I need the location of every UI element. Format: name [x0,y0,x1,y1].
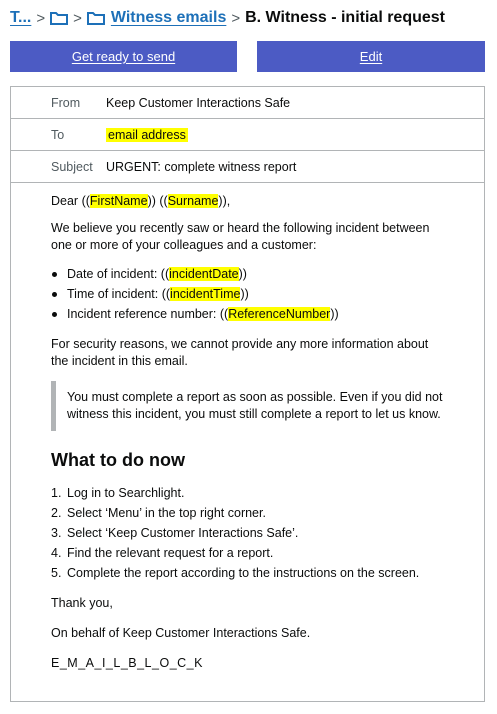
email-body [11,183,484,672]
folder-icon[interactable] [87,11,105,25]
chevron-right-icon: > [36,9,46,27]
list-item: Date of incident: ((incidentDate)) [51,264,444,284]
list-item: Incident reference number: ((ReferenceNumber)) [51,304,444,324]
section-heading: What to do now [51,450,185,470]
security-paragraph: For security reasons, we cannot provide any more information about the incident in this email. [51,337,429,368]
edit-button[interactable]: Edit [257,41,485,72]
thanks-line: Thank you, [51,596,113,610]
breadcrumb-root-link[interactable]: T... [10,9,32,26]
incident-time-placeholder: incidentTime [170,287,241,301]
email-signature-block: E_M_A_I_L_B_L_O_C_K [51,656,203,670]
get-ready-to-send-button[interactable]: Get ready to send [10,41,237,72]
page-title: B. Witness - initial request [245,9,445,26]
surname-placeholder: Surname [167,194,219,208]
list-item: 1. Log in to Searchlight. [51,486,185,500]
firstname-placeholder: FirstName [89,194,148,208]
from-value: Keep Customer Interactions Safe [106,95,291,110]
chevron-right-icon: > [231,9,241,27]
to-row [11,119,484,151]
list-item: 5. Complete the report according to the instructions on the screen. [51,566,420,580]
reference-number-placeholder: ReferenceNumber [228,307,331,321]
breadcrumb [10,6,445,30]
breadcrumb-folder-link[interactable]: Witness emails [110,9,227,26]
incident-details-list [51,264,444,324]
list-item: 4. Find the relevant request for a report. [51,546,274,560]
list-item: Time of incident: ((incidentTime)) [51,284,444,304]
to-placeholder: email address [108,127,186,142]
subject-value: URGENT: complete witness report [106,159,297,174]
from-label: From [51,95,81,110]
subject-label: Subject [51,159,93,174]
greeting: Dear ((FirstName)) ((Surname)), [51,194,231,208]
list-item: 2. Select ‘Menu’ in the top right corner. [51,506,266,520]
chevron-right-icon: > [73,9,82,27]
incident-date-placeholder: incidentDate [169,267,239,281]
behalf-line: On behalf of Keep Customer Interactions Safe. [51,626,311,640]
steps-list [51,483,444,583]
inset-text: You must complete a report as soon as possible. Even if you did not witness this incident, you must still complete a report to let us know. [51,381,444,431]
subject-row [11,151,484,183]
intro-paragraph: We believe you recently saw or heard the following incident between one or more of your colleagues and a customer: [51,221,430,252]
email-preview [10,86,485,702]
folder-icon[interactable] [50,11,68,25]
list-item: 3. Select ‘Keep Customer Interactions Safe’. [51,526,299,540]
to-label: To [51,127,65,142]
from-row [11,87,484,119]
